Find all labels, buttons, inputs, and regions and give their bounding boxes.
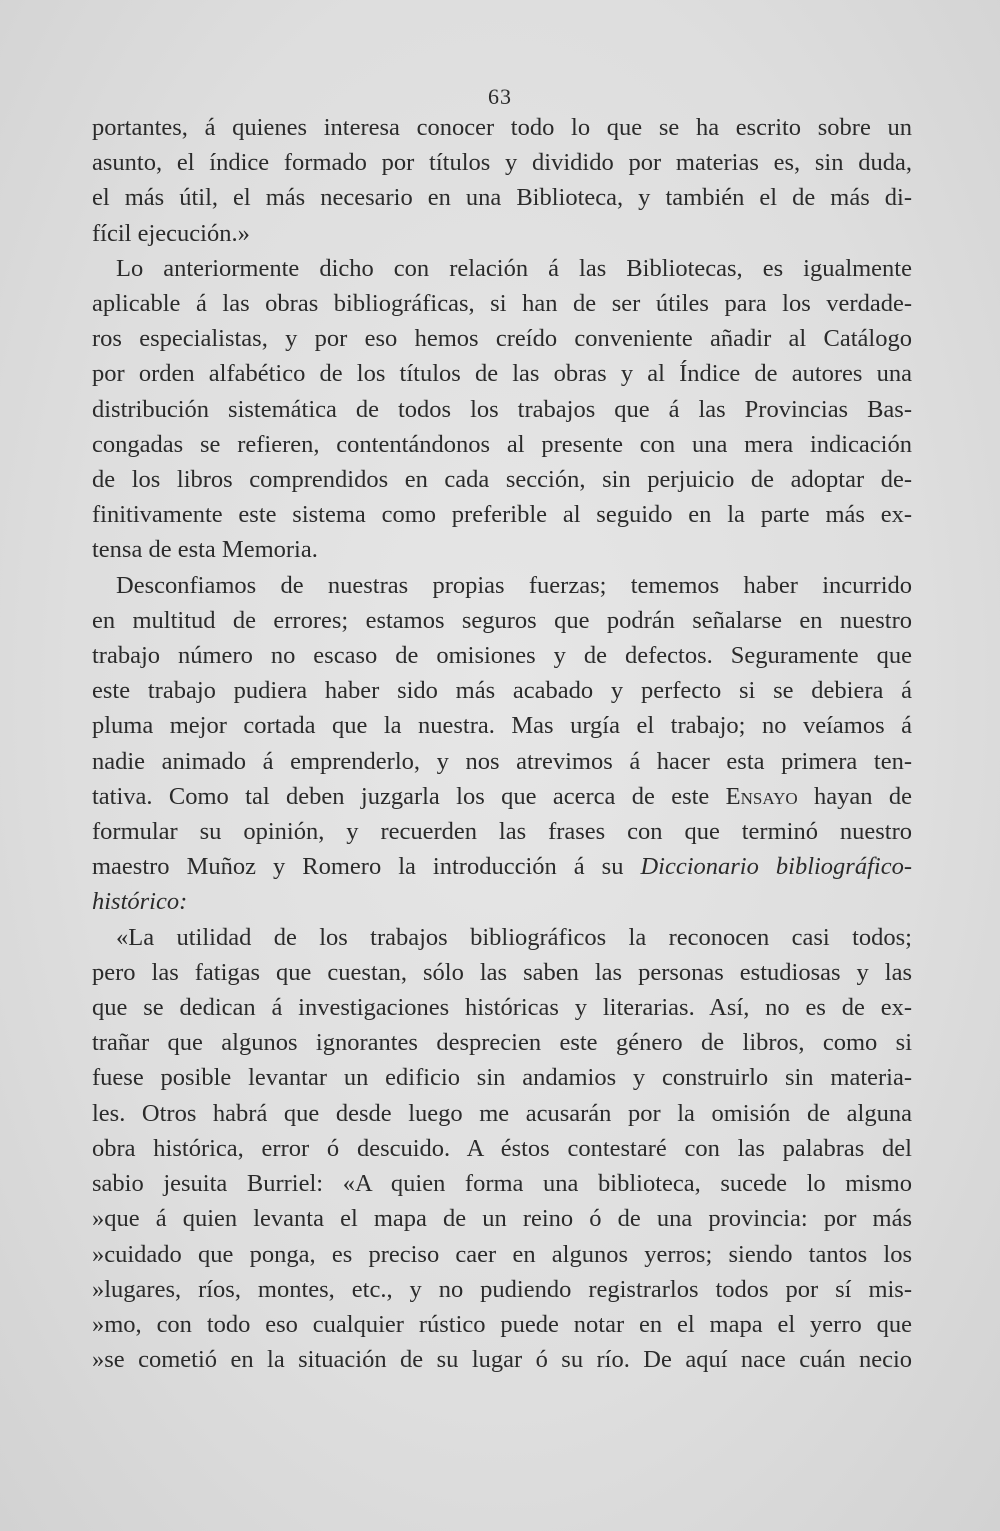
- text-line: fuese posible levantar un edificio sin andamios y construirlo sin materia-: [92, 1064, 912, 1092]
- text-line: trabajo número no escaso de omisiones y de defectos. Seguramente que: [92, 642, 912, 670]
- text-line: de los libros comprendidos en cada sección, sin perjuicio de adoptar de-: [92, 466, 912, 494]
- body-text: [92, 110, 912, 1377]
- text-line: este trabajo pudiera haber sido más acabado y perfecto si se debiera á: [92, 677, 912, 705]
- text-line: sabio jesuita Burriel: «A quien forma una biblioteca, sucede lo mismo: [92, 1170, 912, 1198]
- text-line: pero las fatigas que cuestan, sólo las saben las personas estudiosas y las: [92, 958, 912, 986]
- text-line: les. Otros habrá que desde luego me acusarán por la omisión de alguna: [92, 1099, 912, 1127]
- text-line: en multitud de errores; estamos seguros que podrán señalarse en nuestro: [92, 606, 912, 634]
- smallcaps-word: Ensayo: [725, 782, 798, 810]
- text-line: asunto, el índice formado por títulos y dividido por materias es, sin duda,: [92, 149, 912, 177]
- text-line: que se dedican á investigaciones históricas y literarias. Así, no es de ex-: [92, 994, 912, 1022]
- text-line: distribución sistemática de todos los trabajos que á las Provincias Bas-: [92, 395, 912, 423]
- text-line: »mo, con todo eso cualquier rústico puede notar en el mapa el yerro que: [92, 1310, 912, 1338]
- text-line: portantes, á quienes interesa conocer todo lo que se ha escrito sobre un: [92, 114, 912, 141]
- text-line-with-italic: [92, 849, 912, 884]
- paragraph-start-line: Desconfiamos de nuestras propias fuerzas; tememos haber incurrido: [116, 571, 912, 599]
- text-line: ros especialistas, y por eso hemos creído conveniente añadir al Catálogo: [92, 325, 912, 353]
- text-line: trañar que algunos ignorantes desprecien este género de libros, como si: [92, 1029, 912, 1057]
- italic-title: Diccionario bibliográfico-: [640, 853, 912, 881]
- text-line: el más útil, el más necesario en una Biblioteca, y también el de más di-: [92, 184, 912, 212]
- text-line: »cuidado que ponga, es preciso caer en algunos yerros; siendo tantos los: [92, 1240, 912, 1268]
- paragraph-start-line: Lo anteriormente dicho con relación á las Bibliotecas, es igualmente: [116, 254, 912, 282]
- paragraph-start-line: «La utilidad de los trabajos bibliográficos la reconocen casi todos;: [116, 923, 912, 951]
- text-line: formular su opinión, y recuerden las frases con que terminó nuestro: [92, 818, 912, 846]
- text-line: pluma mejor cortada que la nuestra. Mas urgía el trabajo; no veíamos á: [92, 712, 912, 740]
- text-segment: hayan de: [797, 782, 912, 810]
- text-line: »lugares, ríos, montes, etc., y no pudiendo registrarlos todos por sí mis-: [92, 1275, 912, 1303]
- text-line: aplicable á las obras bibliográficas, si han de ser útiles para los verdade-: [92, 290, 912, 318]
- text-line: por orden alfabético de los títulos de las obras y al Índice de autores una: [92, 360, 912, 388]
- page-number: 63: [488, 84, 512, 109]
- text-segment: maestro Muñoz y Romero la introducción á su: [92, 853, 641, 881]
- text-line-italic: [92, 884, 912, 919]
- text-line: congadas se refieren, contentándonos al presente con una mera indicación: [92, 430, 912, 458]
- text-line: »que á quien levanta el mapa de un reino ó de una provincia: por más: [92, 1205, 912, 1233]
- text-line-with-smallcaps: [92, 779, 912, 814]
- text-line: »se cometió en la situación de su lugar ó su río. De aquí nace cuán necio: [92, 1346, 912, 1374]
- text-line: fícil ejecución.»: [92, 219, 250, 247]
- text-line: nadie animado á emprenderlo, y nos atrevimos á hacer esta primera ten-: [92, 747, 912, 775]
- text-line: obra histórica, error ó descuido. A éstos contestaré con las palabras del: [92, 1134, 912, 1162]
- text-line: tensa de esta Memoria.: [92, 536, 318, 564]
- italic-title: histórico:: [92, 888, 188, 916]
- text-line: finitivamente este sistema como preferible al seguido en la parte más ex-: [92, 501, 912, 529]
- text-segment: tativa. Como tal deben juzgarla los que acerca de este: [92, 782, 726, 810]
